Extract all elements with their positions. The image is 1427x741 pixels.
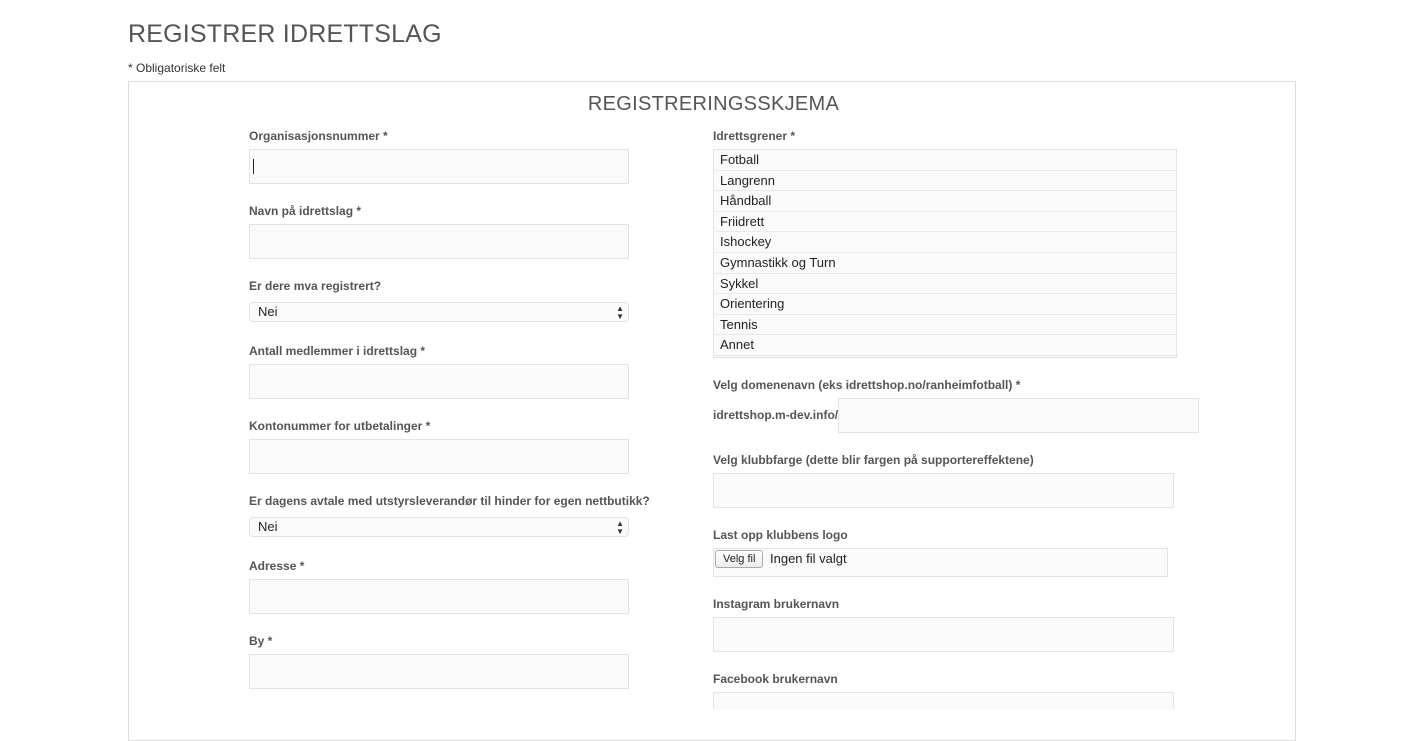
supplier-selected-value: Nei [258, 519, 278, 534]
sport-option[interactable]: Ishockey [714, 232, 1176, 253]
logo-file-input[interactable] [713, 548, 1168, 577]
city-input[interactable] [249, 654, 629, 689]
file-status: Ingen fil valgt [770, 551, 847, 566]
sport-option[interactable]: Langrenn [714, 171, 1176, 192]
choose-file-button[interactable]: Velg fil [715, 550, 763, 568]
sport-option[interactable]: Håndball [714, 191, 1176, 212]
sport-option[interactable]: Tennis [714, 315, 1176, 336]
facebook-label: Facebook brukernavn [713, 672, 838, 686]
sport-option[interactable]: Friidrett [714, 212, 1176, 233]
vat-select[interactable] [249, 302, 629, 322]
account-label: Kontonummer for utbetalinger * [249, 419, 431, 433]
vat-label: Er dere mva registrert? [249, 279, 382, 293]
select-arrows-icon: ▲ ▼ [616, 304, 624, 321]
vat-selected-value: Nei [258, 304, 278, 319]
domain-input[interactable] [838, 398, 1199, 433]
address-label: Adresse * [249, 559, 305, 573]
sport-option[interactable]: Annet [714, 335, 1176, 356]
facebook-input[interactable] [713, 692, 1174, 709]
sports-multiselect[interactable] [713, 149, 1177, 358]
supplier-select[interactable] [249, 517, 629, 537]
select-arrows-icon: ▲ ▼ [616, 519, 624, 536]
club-color-input[interactable] [713, 473, 1174, 508]
instagram-label: Instagram brukernavn [713, 597, 840, 611]
sports-label: Idrettsgrener * [713, 129, 796, 143]
page-title: REGISTRER IDRETTSLAG [128, 20, 442, 48]
sport-option[interactable]: Orientering [714, 294, 1176, 315]
org-number-input[interactable] [249, 149, 629, 184]
text-cursor [253, 159, 254, 174]
required-note: * Obligatoriske felt [128, 61, 226, 75]
org-number-label: Organisasjonsnummer * [249, 129, 388, 143]
members-label: Antall medlemmer i idrettslag * [249, 344, 426, 358]
domain-prefix: idrettshop.m-dev.info/ [713, 408, 839, 422]
sport-option[interactable]: Sykkel [714, 274, 1176, 295]
sport-option[interactable]: Gymnastikk og Turn [714, 253, 1176, 274]
supplier-label: Er dagens avtale med utstyrsleverandør til hinder for egen nettbutikk? [249, 494, 650, 508]
club-name-label: Navn på idrettslag * [249, 204, 362, 218]
instagram-input[interactable] [713, 617, 1174, 652]
club-name-input[interactable] [249, 224, 629, 259]
club-color-label: Velg klubbfarge (dette blir fargen på supportereffektene) [713, 453, 1034, 467]
account-input[interactable] [249, 439, 629, 474]
sport-option[interactable]: Fotball [714, 150, 1176, 171]
members-input[interactable] [249, 364, 629, 399]
domain-label: Velg domenenavn (eks idrettshop.no/ranheimfotball) * [713, 378, 1021, 392]
form-title: REGISTRERINGSSKJEMA [587, 93, 840, 115]
logo-label: Last opp klubbens logo [713, 528, 848, 542]
city-label: By * [249, 634, 273, 648]
address-input[interactable] [249, 579, 629, 614]
